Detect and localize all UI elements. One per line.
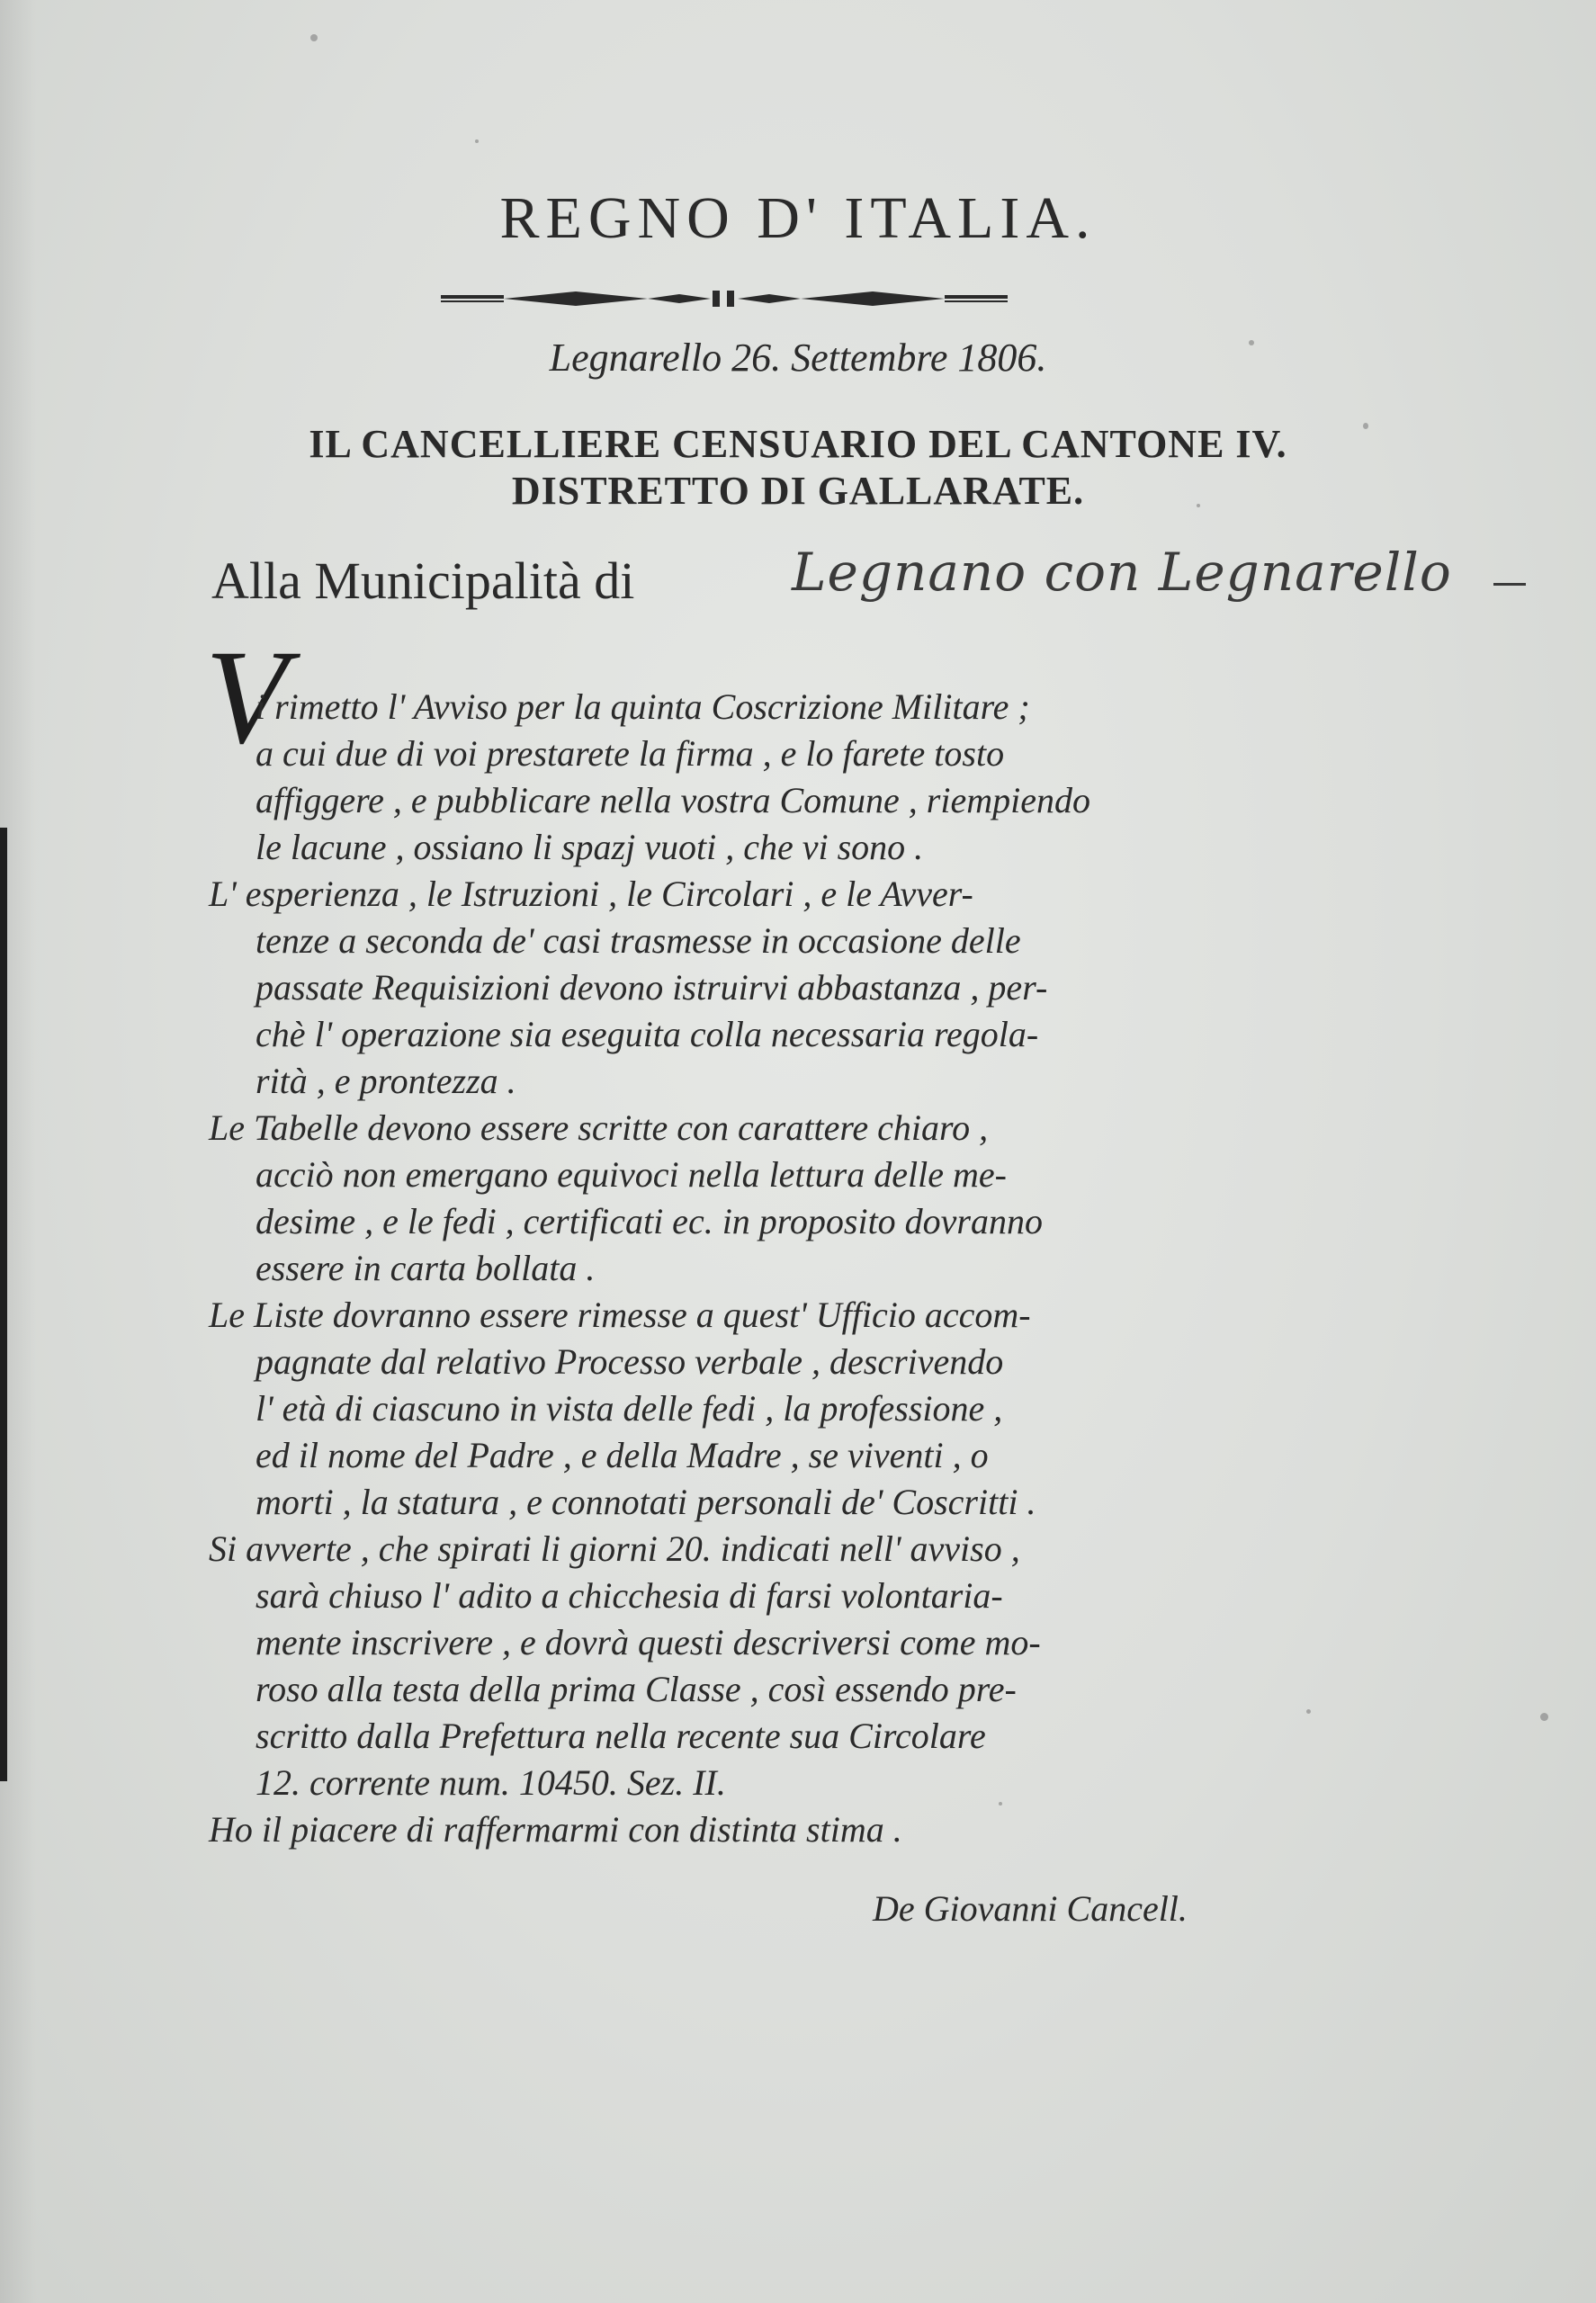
paper-speck (310, 34, 318, 41)
text-line: rità , e prontezza . (256, 1061, 516, 1101)
heading-chancellor: IL CANCELLIERE CENSUARIO DEL CANTONE IV. (309, 422, 1287, 466)
text-line: scritto dalla Prefettura nella recente sua Circolare (256, 1716, 986, 1756)
text-line: roso alla testa della prima Classe , così essendo pre- (256, 1669, 1017, 1709)
text-line: passate Requisizioni devono istruirvi abbastanza , per- (256, 967, 1048, 1008)
addressee-label: Alla Municipalità di (211, 551, 635, 610)
text-line: essere in carta bollata . (256, 1248, 596, 1288)
text-line: i rimetto l' Avviso per la quinta Coscrizione Militare ; (256, 686, 1030, 727)
text-line: sarà chiuso l' adito a chicchesia di farsi volontaria- (256, 1575, 1003, 1616)
page-edge-shadow (0, 828, 7, 1781)
paragraph-closing (209, 1806, 1288, 1853)
paper-speck (1306, 1709, 1311, 1714)
text-line: L' esperienza , le Istruzioni , le Circolari , e le Avver- (209, 874, 973, 914)
document-title: REGNO D' ITALIA. (499, 185, 1097, 251)
text-line: ed il nome del Padre , e della Madre , se viventi , o (256, 1435, 989, 1475)
text-line: pagnate dal relativo Processo verbale , descrivendo (256, 1341, 1004, 1382)
text-line: tenze a seconda de' casi trasmesse in occasione delle (256, 920, 1021, 961)
paragraph (209, 871, 1288, 1105)
text-line: morti , la statura , e connotati personali de' Coscritti . (256, 1482, 1036, 1522)
paragraph (209, 1105, 1288, 1292)
handwriting-flourish (1493, 583, 1526, 586)
text-line: desime , e le fedi , certificati ec. in proposito dovranno (256, 1201, 1043, 1241)
text-line: l' età di ciascuno in vista delle fedi , la professione , (256, 1388, 1003, 1429)
addressee-handwritten: Legnano con Legnarello (792, 542, 1452, 603)
text-line: 12. corrente num. 10450. Sez. II. (256, 1762, 726, 1803)
signature: De Giovanni Cancell. (873, 1888, 1188, 1929)
letter-body (209, 684, 1288, 1853)
text-line: le lacune , ossiano li spazj vuoti , che vi sono . (256, 827, 924, 867)
text-line: Le Tabelle devono essere scritte con carattere chiaro , (209, 1107, 989, 1148)
paragraph (209, 1526, 1288, 1806)
paper-speck (475, 139, 479, 143)
paragraph (209, 684, 1288, 871)
text-line: affiggere , e pubblicare nella vostra Comune , riempiendo (256, 780, 1090, 820)
date-place-line: Legnarello 26. Settembre 1806. (549, 336, 1047, 380)
drop-cap: V (205, 623, 288, 772)
text-line: Si avverte , che spirati li giorni 20. indicati nell' avviso , (209, 1528, 1020, 1569)
heading-district: DISTRETTO DI GALLARATE. (511, 469, 1085, 513)
text-line: a cui due di voi prestarete la firma , e lo farete tosto (256, 733, 1005, 774)
paper-speck (1540, 1713, 1548, 1721)
text-line: Le Liste dovranno essere rimesse a quest' Ufficio accom- (209, 1295, 1031, 1335)
closing-line: Ho il piacere di raffermarmi con distinta stima . (209, 1809, 902, 1850)
paragraph (209, 1292, 1288, 1526)
text-line: mente inscrivere , e dovrà questi descriversi come mo- (256, 1622, 1041, 1662)
text-line: acciò non emergano equivoci nella lettura delle me- (256, 1154, 1007, 1195)
ornamental-rule-icon (441, 286, 1017, 311)
text-line: chè l' operazione sia eseguita colla necessaria regola- (256, 1014, 1039, 1054)
